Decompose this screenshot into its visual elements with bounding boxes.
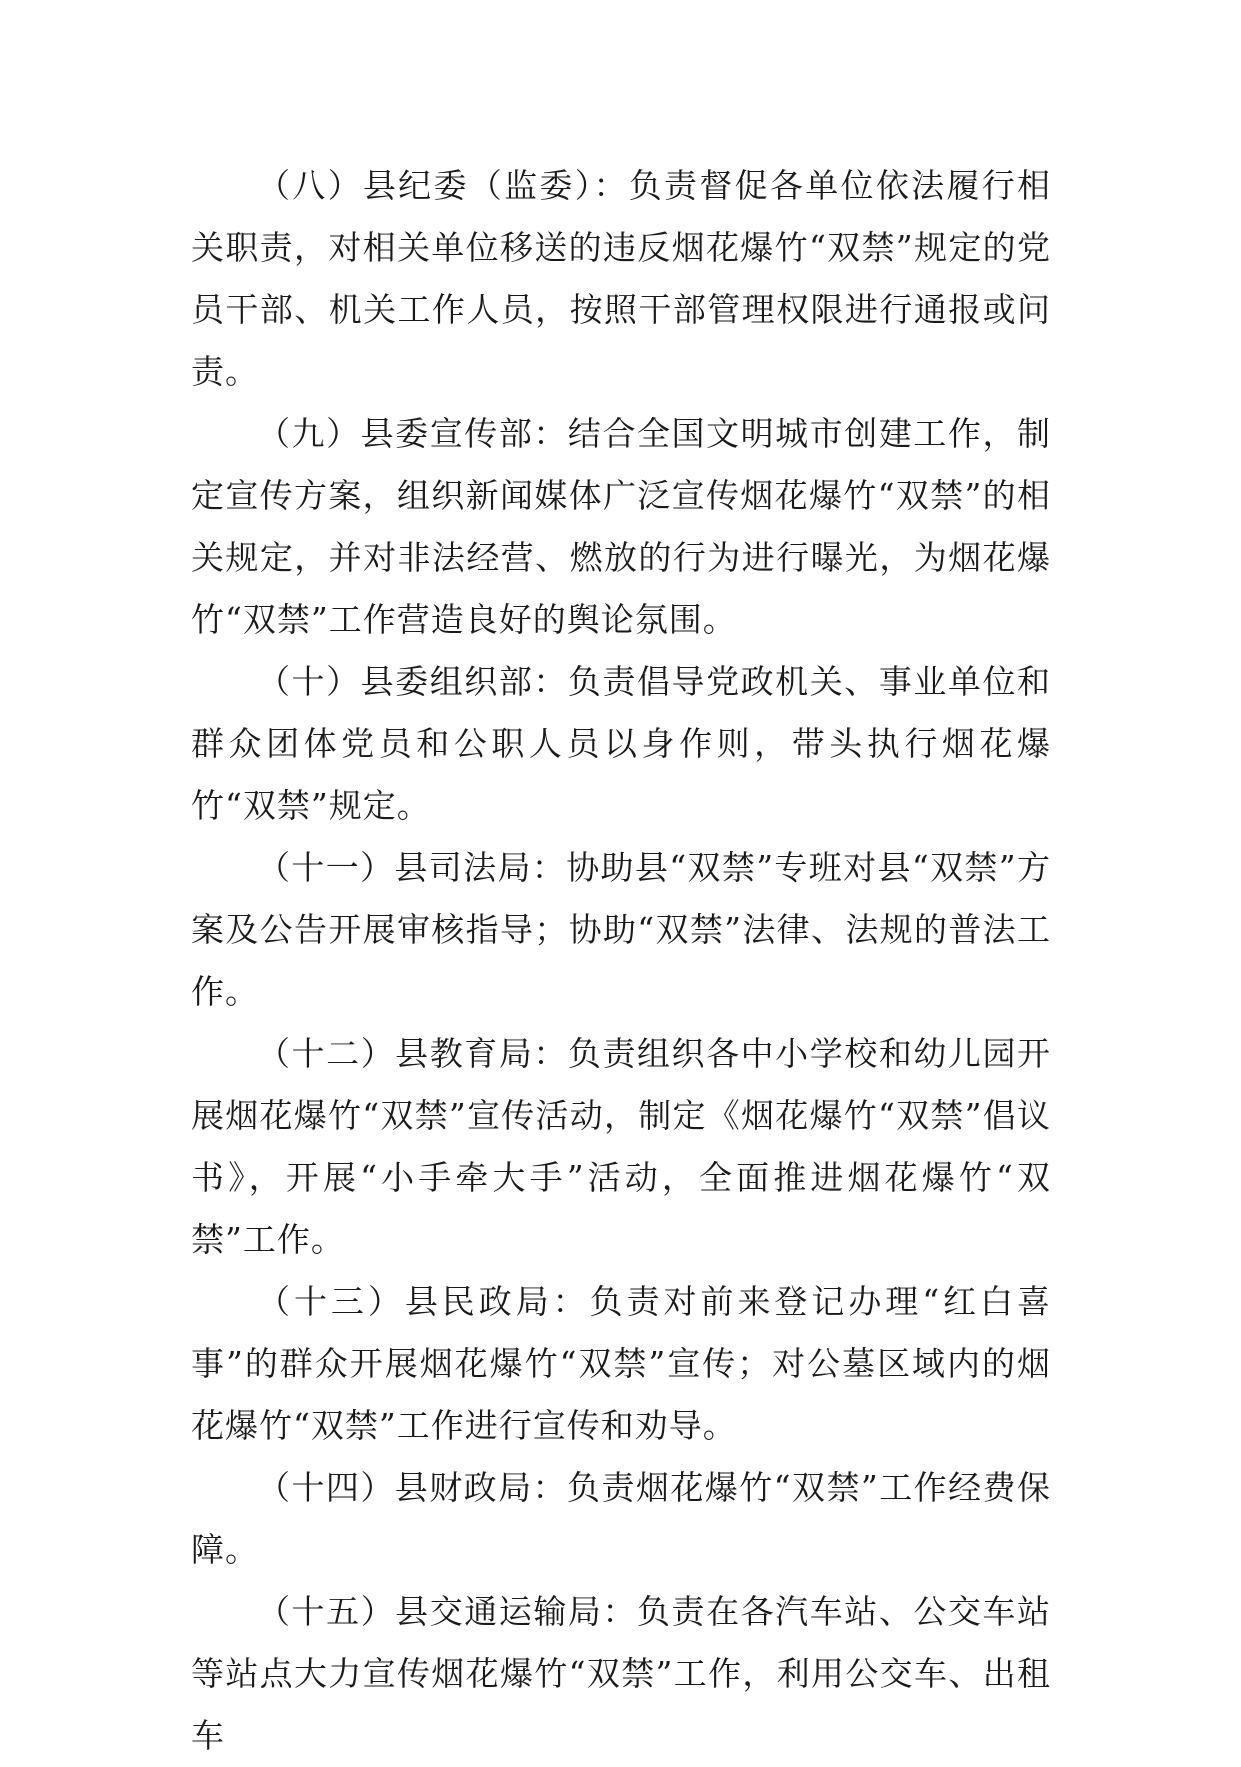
paragraph-civil-affairs-bureau: （十三）县民政局：负责对前来登记办理“红白喜事”的群众开展烟花爆竹“双禁”宣传；对公墓区域内的烟花爆竹“双禁”工作进行宣传和劝导。 [191,1282,1051,1445]
paragraph-organization-department: （十）县委组织部：负责倡导党政机关、事业单位和群众团体党员和公职人员以身作则，带头执行烟花爆竹“双禁”规定。 [191,662,1051,825]
paragraph-finance-bureau: （十四）县财政局：负责烟花爆竹“双禁”工作经费保障。 [191,1468,1051,1569]
paragraph-education-bureau: （十二）县教育局：负责组织各中小学校和幼儿园开展烟花爆竹“双禁”宣传活动，制定《烟花爆竹“双禁”倡议书》，开展“小手牵大手”活动，全面推进烟花爆竹“双禁”工作。 [191,1034,1051,1259]
paragraph-publicity-department: （九）县委宣传部：结合全国文明城市创建工作，制定宣传方案，组织新闻媒体广泛宣传烟花爆竹“双禁”的相关规定，并对非法经营、燃放的行为进行曝光，为烟花爆竹“双禁”工作营造良好的舆论氛围。 [191,414,1051,639]
paragraph-county-discipline-commission: （八）县纪委（监委）：负责督促各单位依法履行相关职责，对相关单位移送的违反烟花爆竹“双禁”规定的党员干部、机关工作人员，按照干部管理权限进行通报或问责。 [191,166,1051,391]
paragraph-justice-bureau: （十一）县司法局：协助县“双禁”专班对县“双禁”方案及公告开展审核指导；协助“双禁”法律、法规的普法工作。 [191,848,1051,1011]
paragraph-transport-bureau: （十五）县交通运输局：负责在各汽车站、公交车站等站点大力宣传烟花爆竹“双禁”工作，利用公交车、出租车 [191,1592,1051,1755]
document-body [191,155,1051,1767]
